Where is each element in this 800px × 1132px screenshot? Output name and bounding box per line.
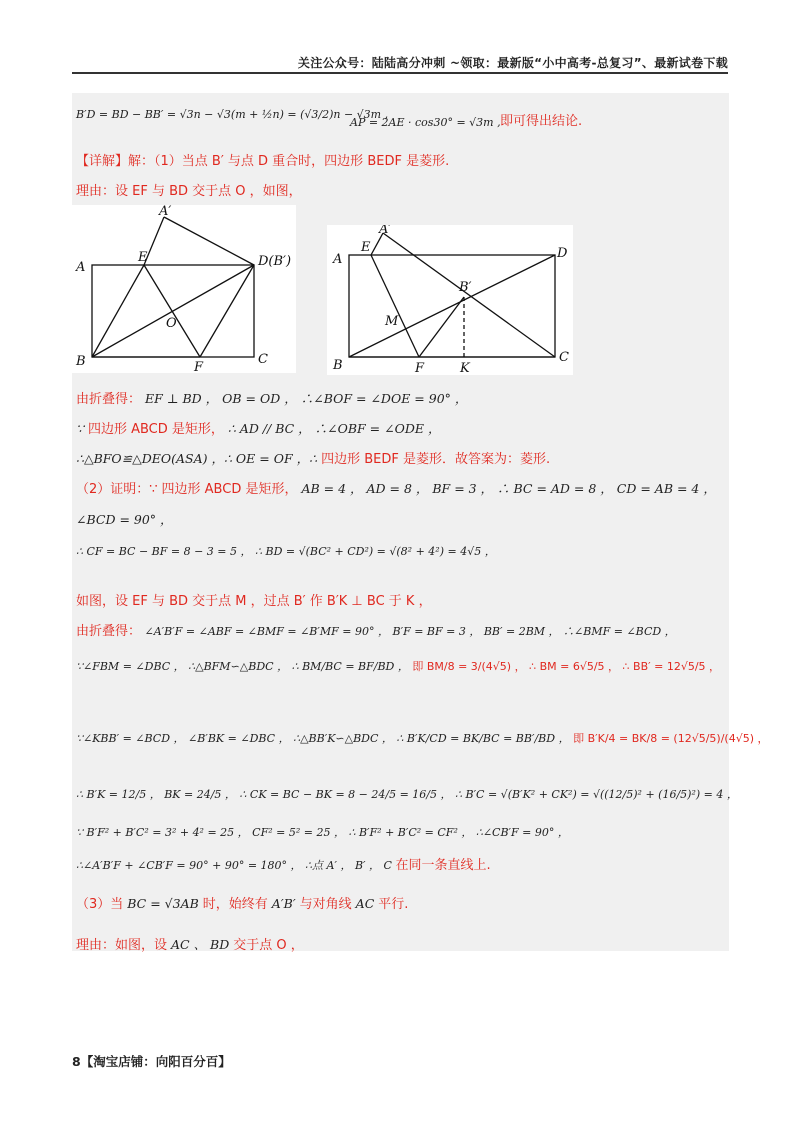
parallel-statement: ∴ AD // BC ， ∴∠OBF = ∠ODE ， — [227, 421, 441, 436]
length-line: ∴ B′K = 12/5 ， BK = 24/5 ， ∴ CK = BC − BK = 8 − 24/5 = 16/5 ， ∴ B′C = √(B′K² + CK²) = √((12/5)² + (16/5)²) = 4 ， — [76, 788, 738, 801]
part3-diagonal: AC — [355, 896, 375, 911]
similar-1-ratio: BM/BC = BF/BD ， — [302, 660, 409, 673]
label-d-bprime: D(B′) — [258, 254, 292, 269]
part3-line — [76, 893, 408, 912]
part2-construction: 如图，设 EF 与 BD 交于点 M ，过点 B′ 作 B′K ⊥ BC 于 K ， — [76, 594, 432, 609]
fold-content: EF ⊥ BD ， OB = OD ， ∴∠BOF = ∠DOE = 90° ， — [145, 391, 468, 406]
proof-line-fold — [76, 388, 467, 407]
detail-part1-heading: 【详解】解：（1）当点 B′ 与点 D 重合时，四边形 BEDF 是菱形. — [76, 154, 450, 169]
part3-segment: A′B′ — [271, 896, 296, 911]
label-f-2: F — [415, 361, 425, 375]
collinear-statement: ∴∠A′B′F + ∠CB′F = 90° + 90° = 180° ， ∴点 A′ ， B′ ， C — [76, 859, 392, 872]
part3-condition: BC = √3AB — [127, 896, 199, 911]
similar-2-result: 即 B′K/4 = BK/8 = (12√5/5)/(4√5) ， — [573, 732, 769, 745]
label-a-prime: A′ — [159, 205, 172, 219]
similar-2-ratio: B′K/CD = BK/BC = BB′/BD ， — [406, 732, 570, 745]
part3-always: 时，始终有 — [202, 897, 268, 912]
part3-intersect: 交于点 O ， — [233, 938, 304, 953]
part3-diagonals: AC 、 BD — [171, 937, 230, 952]
part2-line-1 — [76, 478, 716, 497]
figure-fold-svg — [327, 225, 573, 375]
pythagoras-line: ∵ B′F² + B′C² = 3² + 4² = 25 ， CF² = 5² = 25 ， ∴ B′F² + B′C² = CF² ， ∴∠CB′F = 90° ， — [76, 826, 569, 839]
conclusion-text: 即可得出结论. — [500, 114, 583, 129]
part2-values: AB = 4 ， AD = 8 ， BF = 3 ， ∴ BC = AD = 8 ， CD = AB = 4 ， — [301, 481, 716, 496]
label-a-prime-2: A′ — [379, 225, 392, 237]
part2-heading: （2）证明：∵ — [76, 482, 158, 497]
because-symbol: ∵ — [76, 421, 84, 436]
figure-rhombus-svg — [72, 205, 296, 373]
label-b: B — [76, 354, 86, 369]
collinear-conclusion: 在同一条直线上. — [395, 858, 491, 873]
page-footer: 8【淘宝店铺：向阳百分百】 — [72, 1054, 231, 1069]
similar-1-result: 即 BM/8 = 3/(4√5) ， ∴ BM = 6√5/5 ， ∴ BB′ = 12√5/5 ， — [412, 660, 721, 673]
part2-line-3: ∴ CF = BC − BF = 8 − 3 = 5 ， ∴ BD = √(BC² + CD²) = √(8² + 4²) = 4√5 ， — [76, 545, 496, 558]
part2-fold-content: ∠A′B′F = ∠ABF = ∠BMF = ∠B′MF = 90° ， B′F = BF = 3 ， BB′ = 2BM ， ∴∠BMF = ∠BCD ， — [144, 625, 676, 638]
proof-line-rectangle — [76, 418, 440, 437]
figure-rhombus — [72, 205, 296, 373]
fold-prefix: 由折叠得： — [76, 392, 142, 407]
part3-reason-line — [76, 934, 304, 953]
formula-line-1 — [76, 108, 388, 121]
similar-line-2 — [76, 730, 769, 746]
part3-when: （3）当 — [76, 897, 124, 912]
similar-2-statement: ∵∠KBB′ = ∠BCD ， ∠B′BK = ∠DBC ， ∴△BB′K∽△BDC ， ∴ — [76, 732, 404, 745]
part2-rectangle: 四边形 ABCD 是矩形， — [161, 482, 298, 497]
formula-ap: AP = 2AE · cos30° = √3m , — [350, 116, 501, 129]
formula-bprime-d: B′D = BD − BB′ = √3n − √3(m + ½n) = (√3/2)n − √3m , — [76, 108, 389, 121]
proof-line-congruent — [76, 448, 550, 467]
label-f: F — [194, 360, 204, 373]
part2-line-2: ∠BCD = 90° ， — [76, 512, 173, 527]
label-d-2: D — [557, 246, 568, 261]
label-m-2: M — [385, 314, 399, 329]
similar-1-statement: ∵∠FBM = ∠DBC ， ∴△BFM∽△BDC ， ∴ — [76, 660, 299, 673]
formula-line-1b — [350, 116, 501, 129]
congruent-statement: ∴△BFO≌△DEO(ASA) ，∴ OE = OF ，∴ — [76, 451, 318, 466]
part3-reason-prefix: 理由：如图，设 — [76, 938, 168, 953]
label-a: A — [76, 260, 86, 275]
figure-fold — [327, 225, 573, 375]
label-a-2: A — [333, 252, 343, 267]
reason-line-1: 理由：设 EF 与 BD 交于点 O ，如图， — [76, 184, 302, 199]
label-c-2: C — [559, 350, 569, 365]
label-e-2: E — [361, 240, 371, 255]
collinear-line — [76, 854, 491, 873]
rhombus-answer: 四边形 BEDF 是菱形．故答案为：菱形. — [321, 452, 551, 467]
label-b-2: B — [333, 358, 343, 373]
label-c: C — [258, 352, 268, 367]
rectangle-statement: 四边形 ABCD 是矩形， — [87, 422, 224, 437]
part2-fold-prefix: 由折叠得： — [76, 624, 142, 639]
label-bprime-2: B′ — [459, 280, 472, 295]
label-k-2: K — [460, 361, 470, 375]
header-text: 关注公众号：陆陆高分冲刺 ~领取：最新版“小中高考-总复习”、最新试卷下载 — [297, 56, 728, 70]
similar-line-1 — [76, 658, 720, 674]
label-e: E — [138, 250, 148, 265]
part3-with-diagonal: 与对角线 — [299, 897, 352, 912]
label-o: O — [166, 316, 177, 331]
page-header — [72, 52, 728, 74]
part2-fold-line — [76, 620, 676, 639]
part3-parallel: 平行. — [378, 897, 409, 912]
